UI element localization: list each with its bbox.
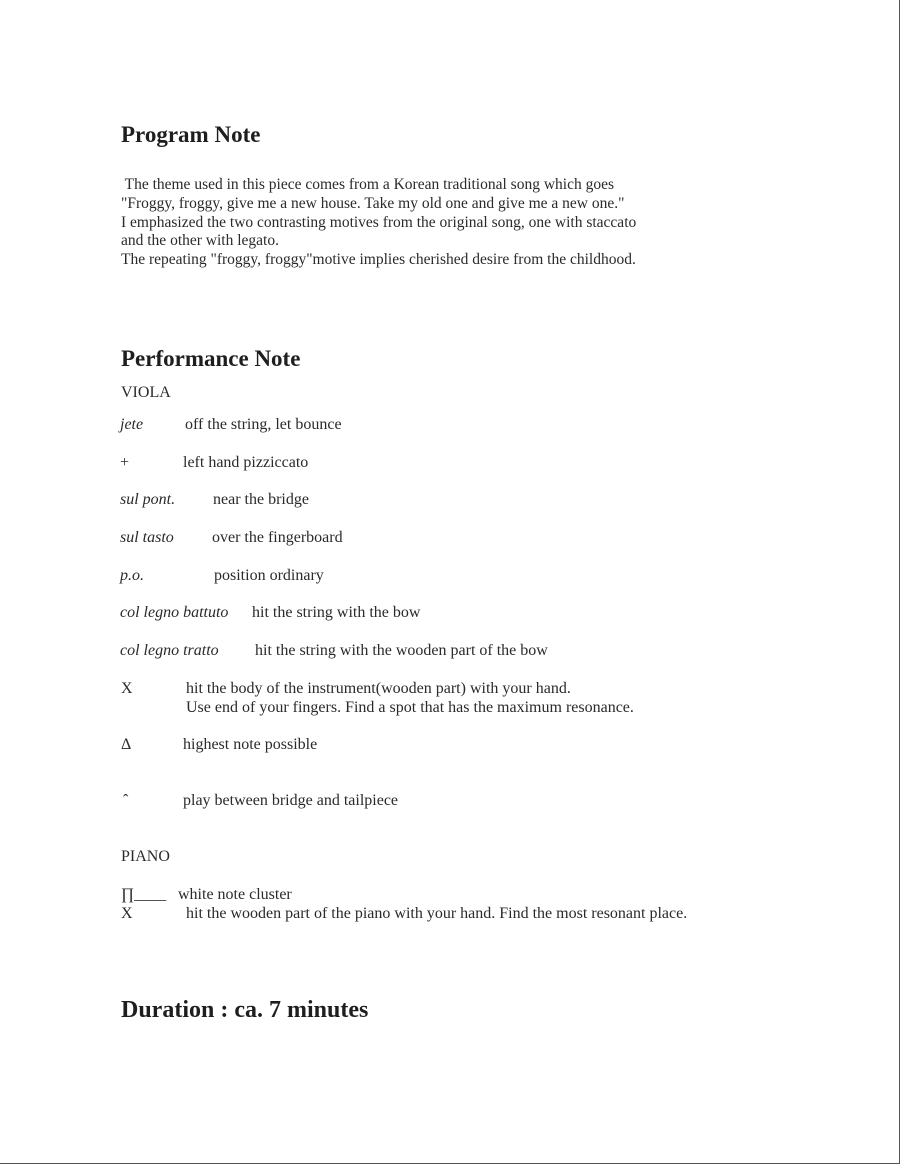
technique-description: hit the string with the bow	[252, 604, 421, 621]
technique-description: off the string, let bounce	[185, 416, 342, 433]
technique-description	[186, 679, 634, 717]
program-note-heading: Program Note	[121, 122, 261, 147]
technique-term: X	[121, 905, 133, 922]
technique-description-line: Use end of your fingers. Find a spot that has the maximum resonance.	[186, 699, 634, 716]
program-note-line: The theme used in this piece comes from a Korean traditional song which goes	[121, 176, 614, 193]
technique-description: position ordinary	[214, 567, 324, 584]
technique-description: near the bridge	[213, 491, 309, 508]
technique-term: +	[120, 454, 130, 471]
viola-label: VIOLA	[121, 384, 171, 401]
program-note-paragraph	[121, 176, 636, 270]
technique-term: sul tasto	[120, 529, 174, 546]
technique-description: play between bridge and tailpiece	[183, 792, 399, 809]
program-note-line: and the other with legato.	[121, 232, 279, 250]
technique-term: X	[121, 680, 133, 697]
technique-description: white note cluster	[178, 886, 292, 903]
technique-description: left hand pizziccato	[183, 454, 309, 471]
technique-term: col legno battuto	[120, 604, 229, 621]
technique-term: ˆ	[123, 792, 129, 809]
technique-term: sul pont.	[120, 491, 176, 508]
technique-description: highest note possible	[183, 736, 318, 753]
technique-term: Δ	[121, 736, 132, 753]
technique-term: col legno tratto	[120, 642, 219, 659]
program-note-line: "Froggy, froggy, give me a new house. Take my old one and give me a new one."	[121, 194, 625, 212]
technique-term: p.o.	[120, 567, 144, 584]
technique-description: hit the wooden part of the piano with your hand. Find the most resonant place.	[186, 905, 688, 922]
technique-term: ∏____	[121, 886, 167, 903]
technique-description: over the fingerboard	[212, 529, 343, 546]
performance-note-heading: Performance Note	[121, 346, 301, 371]
technique-description-line: hit the body of the instrument(wooden part) with your hand.	[186, 680, 571, 697]
technique-description: hit the string with the wooden part of the bow	[255, 642, 548, 659]
piano-label: PIANO	[121, 848, 170, 865]
program-note-line: The repeating "froggy, froggy"motive implies cherished desire from the childhood.	[121, 251, 636, 269]
technique-term: jete	[120, 416, 144, 433]
program-note-line: I emphasized the two contrasting motives from the original song, one with staccato	[121, 213, 637, 231]
duration-heading: Duration : ca. 7 minutes	[121, 997, 369, 1023]
